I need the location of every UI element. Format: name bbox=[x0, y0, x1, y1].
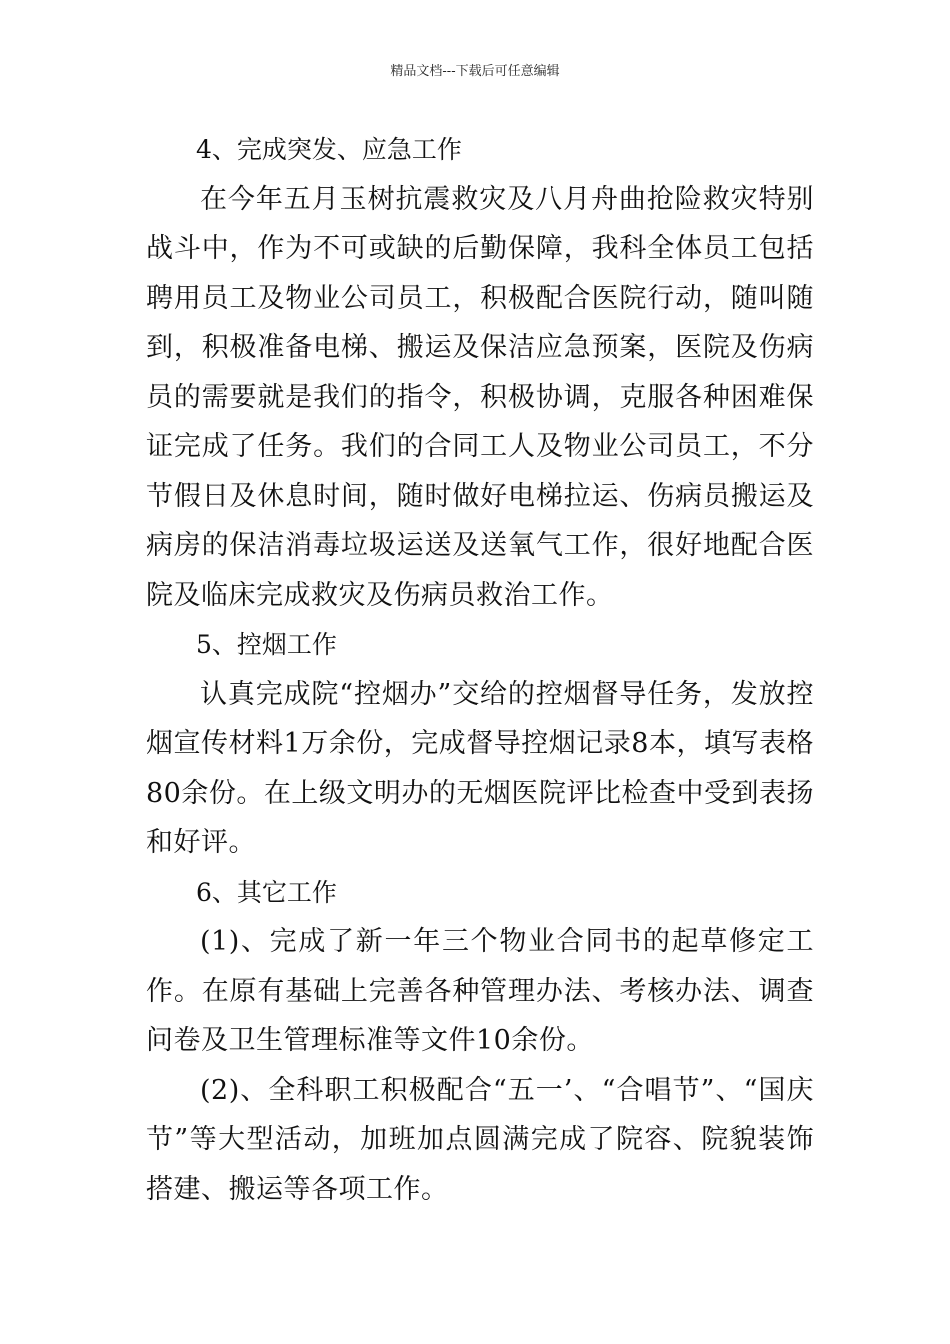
section-5-heading: 5、控烟工作 bbox=[196, 630, 337, 659]
section-6-item-2: (2)、全科职工积极配合“五一’、“合唱节”、“国庆节”等大型活动，加班加点圆满完成了院容、院貌装饰搭建、搬运等各项工作。 bbox=[146, 1074, 814, 1205]
section-5-paragraph: 认真完成院“控烟办”交给的控烟督导任务，发放控烟宣传材料1万余份，完成督导控烟记录8本，填写表格80余份。在上级文明办的无烟医院评比检查中受到表扬和好评。 bbox=[146, 678, 814, 858]
section-6-item-1: (1)、完成了新一年三个物业合同书的起草修定工作。在原有基础上完善各种管理办法、考核办法、调查问卷及卫生管理标准等文件10余份。 bbox=[146, 926, 814, 1056]
page-header: 精品文档---下载后可任意编辑 bbox=[390, 64, 560, 79]
document-body bbox=[146, 125, 814, 1214]
section-6-heading: 6、其它工作 bbox=[196, 877, 337, 907]
section-4-paragraph: 在今年五月玉树抗震救灾及八月舟曲抢险救灾特别战斗中，作为不可或缺的后勤保障，我科全体员工包括聘用员工及物业公司员工，积极配合医院行动，随叫随到，积极准备电梯、搬运及保洁应急预案，医院及伤病员的需要就是我们的指令，积极协调，克服各种困难保证完成了任务。我们的合同工人及物业公司员工，不分节假日及休息时间，随时做好电梯拉运、伤病员搬运及病房的保洁消毒垃圾运送及送氧气工作，很好地配合医院及临床完成救灾及伤病员救治工作。 bbox=[146, 183, 814, 611]
section-4-heading: 4、完成突发、应急工作 bbox=[196, 135, 462, 164]
